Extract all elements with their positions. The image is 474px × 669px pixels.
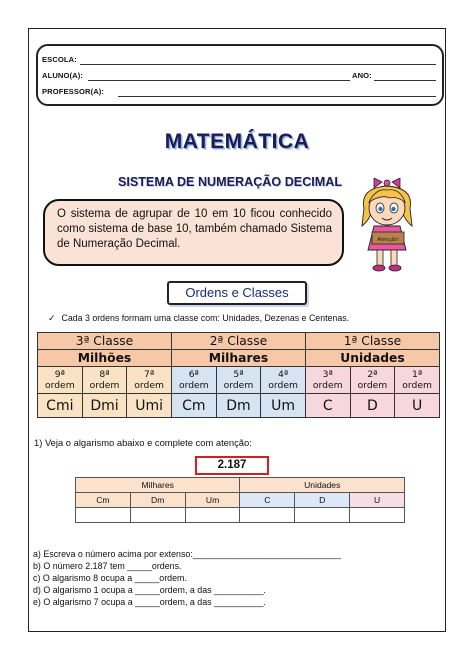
number-box: 2.187 (195, 456, 269, 475)
page-border (28, 28, 446, 632)
class-label-3: 3ª Classe (38, 333, 172, 350)
professor-label: PROFESSOR(A): (42, 87, 105, 96)
girl-illustration (352, 178, 422, 274)
ordem-symbol: Umi (127, 394, 172, 418)
ordem-symbol: Um (261, 394, 306, 418)
ordem-symbol: Dm (216, 394, 261, 418)
section-title: Ordens e Classes (167, 281, 307, 305)
class-name-milhoes: Milhões (38, 350, 172, 367)
ano-label: ANO: (352, 71, 372, 80)
ordem-cell: 5ª ordem (216, 367, 261, 394)
col-header: Cm (76, 493, 131, 508)
ordem-symbol: Cmi (38, 394, 83, 418)
answer-cell[interactable] (76, 508, 131, 523)
bullet-text: Cada 3 ordens formam uma classe com: Unidades, Dezenas e Centenas. (61, 313, 350, 323)
ordem-symbol: D (350, 394, 395, 418)
col-header: Dm (130, 493, 185, 508)
col-header: D (295, 493, 350, 508)
definition-callout: O sistema de agrupar de 10 em 10 ficou conhecido como sistema de base 10, também chamado Sistema de Numeração Decimal. (43, 199, 344, 266)
class-name-unidades: Unidades (305, 350, 439, 367)
fill-table (75, 477, 405, 523)
answer-cell[interactable] (185, 508, 240, 523)
girl-sign-text: Atenção! (377, 237, 399, 243)
question-b[interactable]: b) O número 2.187 tem _____ordens. (33, 561, 182, 571)
ordem-cell: 7ª ordem (127, 367, 172, 394)
ordem-symbol: Dmi (82, 394, 127, 418)
question-d[interactable]: d) O algarismo 1 ocupa a _____ordem, a das __________. (33, 585, 266, 595)
aluno-label: ALUNO(A): (42, 71, 83, 80)
question-c[interactable]: c) O algarismo 8 ocupa a _____ordem. (33, 573, 187, 583)
col-header: C (240, 493, 295, 508)
ordem-symbol: Cm (171, 394, 216, 418)
col-header: Um (185, 493, 240, 508)
question-e[interactable]: e) O algarismo 7 ocupa a _____ordem, a das __________. (33, 597, 266, 607)
class-label-1: 1ª Classe (305, 333, 439, 350)
question-1: 1) Veja o algarismo abaixo e complete com atenção: (34, 437, 252, 448)
professor-field[interactable] (118, 96, 436, 97)
escola-field[interactable] (80, 64, 436, 65)
question-a[interactable]: a) Escreva o número acima por extenso:______________________________ (33, 549, 341, 559)
questions-list (33, 548, 341, 608)
ordem-symbol: U (395, 394, 440, 418)
ordem-cell: 6ª ordem (171, 367, 216, 394)
bullet-item (48, 313, 349, 324)
answer-cell[interactable] (295, 508, 350, 523)
ano-field[interactable] (374, 80, 436, 81)
classes-table (37, 332, 440, 418)
class-name-milhares: Milhares (171, 350, 305, 367)
escola-label: ESCOLA: (42, 55, 77, 64)
aluno-field[interactable] (88, 80, 350, 81)
page-subtitle: SISTEMA DE NUMERAÇÃO DECIMAL (117, 175, 343, 189)
class-label-2: 2ª Classe (171, 333, 305, 350)
checkmark-icon: ✓ (48, 313, 56, 323)
ordem-cell: 9ª ordem (38, 367, 83, 394)
answer-cell[interactable] (350, 508, 405, 523)
answer-cell[interactable] (240, 508, 295, 523)
ordem-cell: 3ª ordem (305, 367, 350, 394)
ordem-symbol: C (305, 394, 350, 418)
page-title: MATEMÁTICA (164, 130, 310, 153)
col-header: U (350, 493, 405, 508)
ordem-cell: 2ª ordem (350, 367, 395, 394)
ordem-cell: 1ª ordem (395, 367, 440, 394)
answer-cell[interactable] (130, 508, 185, 523)
ordem-cell: 4ª ordem (261, 367, 306, 394)
group-unidades: Unidades (240, 478, 405, 493)
group-milhares: Milhares (76, 478, 240, 493)
ordem-cell: 8ª ordem (82, 367, 127, 394)
